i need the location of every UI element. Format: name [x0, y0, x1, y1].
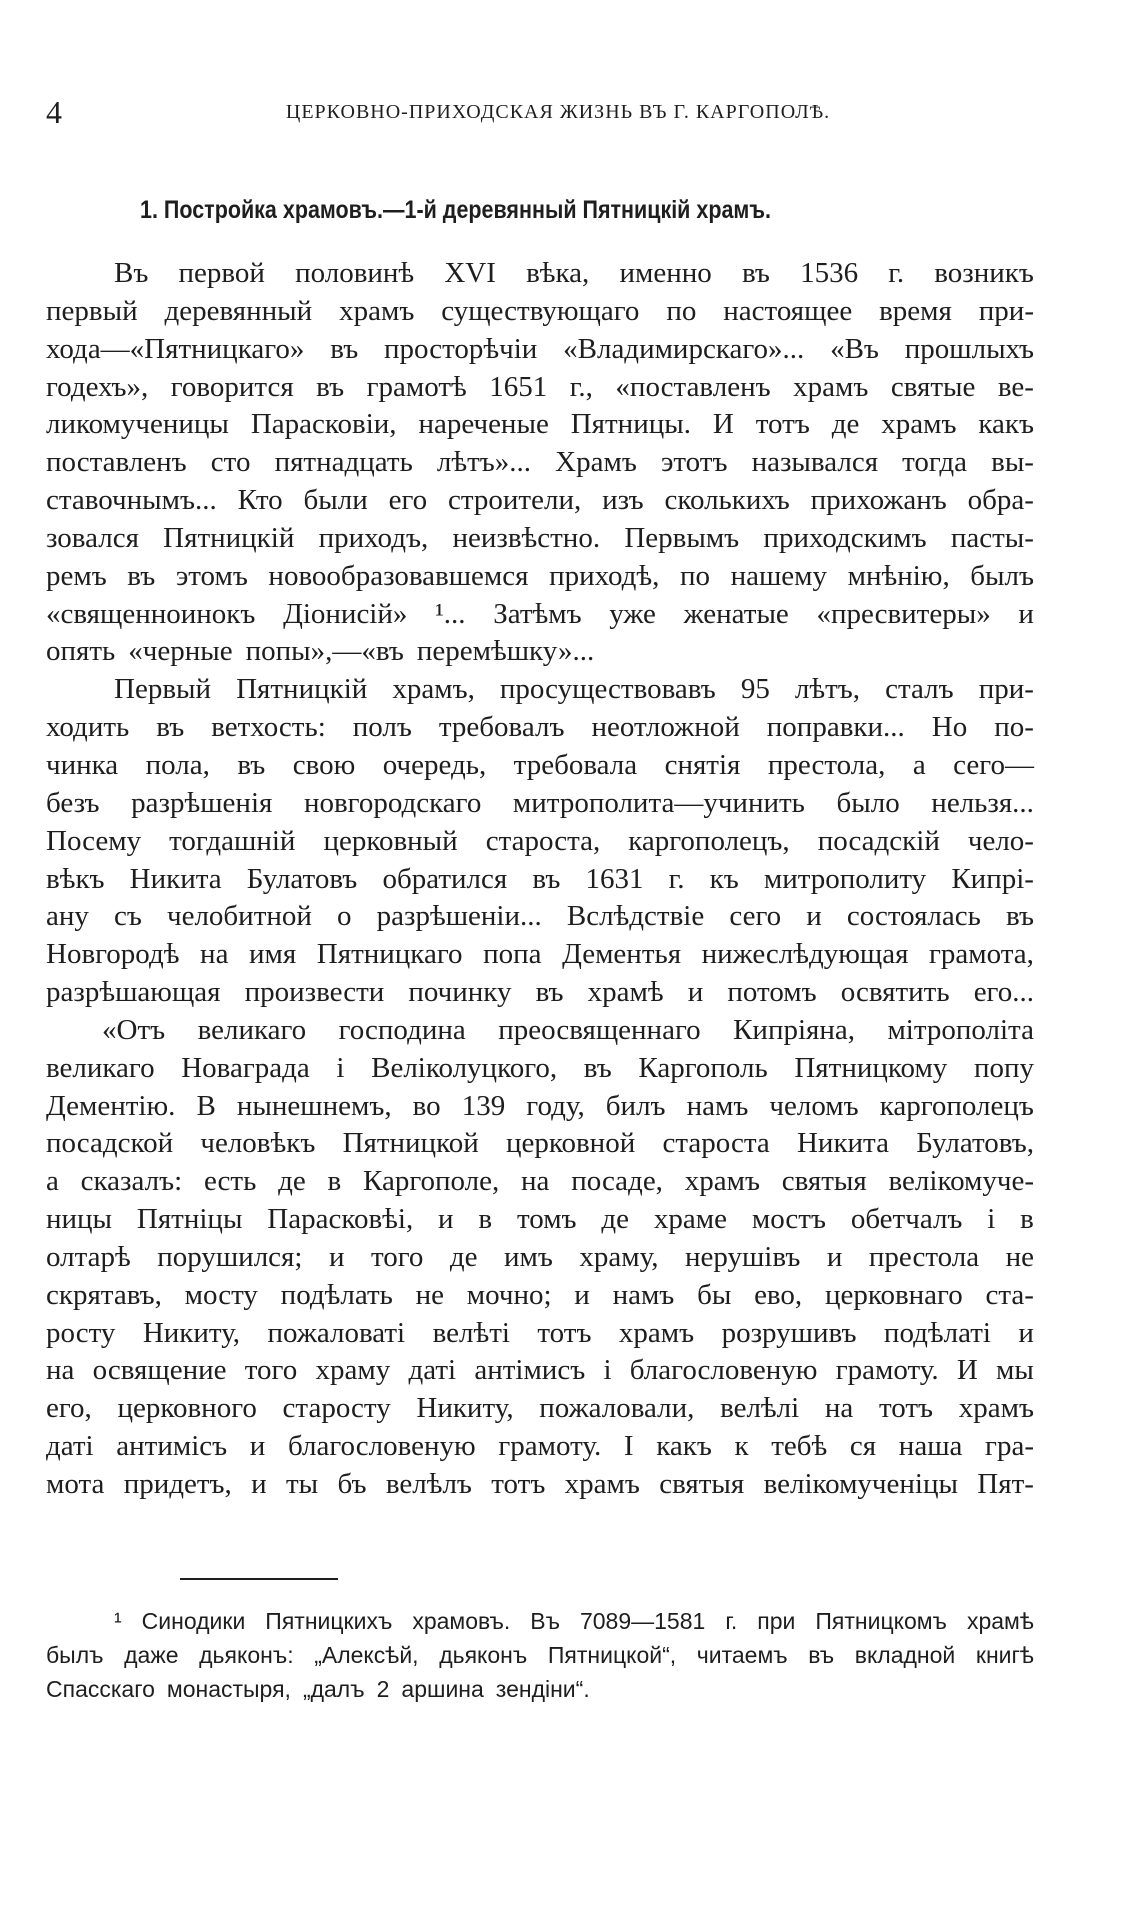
text-line-32: даті антимісъ и благословеную грамоту. І какъ к тебѣ ся наша гра- — [46, 1430, 1034, 1463]
text-line-33: мота придетъ, и ты бъ велѣлъ тотъ храмъ святыя велікомученіцы Пят- — [46, 1468, 1034, 1500]
text-line-16: Посему тогдашній церковный староста, каргополецъ, посадскій чело- — [46, 824, 1034, 857]
text-line-22: великаго Новаграда і Веліколуцкого, въ Каргополь Пятницкому попу — [46, 1051, 1034, 1084]
text-line-6: поставленъ сто пятнадцать лѣтъ»... Храмъ этотъ назывался тогда вы- — [46, 446, 1034, 479]
text-line-4: годехъ», говорится въ грамотѣ 1651 г., «поставленъ храмъ святые ве- — [46, 370, 1034, 403]
text-line-21: «Отъ великаго господина преосвященнаго Кипріяна, мітрополіта — [102, 1013, 1034, 1046]
text-line-11: опять «черные попы»,—«въ перемѣшку»... — [46, 635, 595, 668]
text-line-13: ходить въ ветхость: полъ требовалъ неотложной поправки... Но по- — [46, 711, 1034, 744]
text-line-19: Новгородѣ на имя Пятницкаго попа Дементья нижеслѣдующая грамота, — [46, 938, 1034, 971]
text-line-31: его, церковного старосту Никиту, пожаловали, велѣлі на тотъ храмъ — [46, 1392, 1034, 1425]
text-line-26: ницы Пятніцы Парасковѣі, и в томъ де храме мостъ обетчалъ і в — [46, 1203, 1034, 1236]
text-line-5: ликомученицы Парасковіи, нареченые Пятницы. И тотъ де храмъ какъ — [46, 408, 1034, 441]
text-line-29: росту Никиту, пожаловаті велѣті тотъ храмъ розрушивъ подѣлаті и — [46, 1316, 1034, 1349]
text-line-7: ставочнымъ... Кто были его строители, изъ сколькихъ прихожанъ обра- — [46, 484, 1034, 517]
text-line-3: хода—«Пятницкаго» въ просторѣчіи «Владимирскаго»... «Въ прошлыхъ — [46, 332, 1034, 365]
text-line-10: «священноинокъ Діонисій» ¹... Затѣмъ уже женатые «пресвитеры» и — [46, 597, 1034, 630]
text-line-14: чинка пола, въ свою очередь, требовала снятія престола, а сего— — [46, 748, 1034, 781]
page-header — [46, 92, 1040, 132]
text-line-27: олтарѣ порушился; и того де имъ храму, нерушівъ и престола не — [46, 1240, 1034, 1273]
text-line-25: а сказалъ: есть де в Каргополе, на посаде, храмъ святыя велікомуче- — [46, 1165, 1034, 1198]
text-line-23: Дементію. В нынешнемъ, во 139 году, билъ намъ челомъ каргополецъ — [46, 1089, 1034, 1122]
text-line-15: безъ разрѣшенія новгородскаго митрополита—учинить было нельзя... — [46, 786, 1034, 819]
text-line-2: первый деревянный храмъ существующаго по настоящее время при- — [46, 294, 1034, 327]
footnote-line-3: Спасскаго монастыря, „далъ 2 аршина зендіни“. — [46, 1676, 590, 1702]
page-number: 4 — [46, 94, 62, 130]
footnote-line-1: ¹ Синодики Пятницкихъ храмовъ. Въ 7089—1581 г. при Пятницкомъ храмѣ — [46, 1604, 1034, 1638]
text-line-24: посадской человѣкъ Пятницкой церковной староста Никита Булатовъ, — [46, 1127, 1034, 1160]
text-line-8: зовался Пятницкій приходъ, неизвѣстно. Первымъ приходскимъ пасты- — [46, 521, 1034, 554]
text-line-1: Въ первой половинѣ XVI вѣка, именно въ 1536 г. возникъ — [114, 257, 1034, 289]
text-line-12: Первый Пятницкій храмъ, просуществовавъ 95 лѣтъ, сталъ при- — [114, 673, 1034, 706]
text-line-9: ремъ въ этомъ новообразовавшемся приходѣ, по нашему мнѣнію, былъ — [46, 559, 1034, 592]
section-title: 1. Постройка храмовъ.—1-й деревянный Пятницкій храмъ. — [140, 196, 771, 224]
running-title: ЦЕРКОВНО-ПРИХОДСКАЯ ЖИЗНЬ ВЪ Г. КАРГОПОЛѢ. — [285, 101, 831, 123]
text-line-28: скрятавъ, мосту подѣлать не мочно; и намъ бы ево, церковнаго ста- — [46, 1278, 1034, 1311]
footnote-marker: ¹ — [114, 1608, 122, 1634]
footnote-rule — [180, 1578, 338, 1580]
footnote-line-2: былъ даже дьяконъ: „Алексѣй, дьяконъ Пятницкой“, читаемъ въ вкладной книгѣ — [46, 1642, 1034, 1668]
text-line-30: на освящение того храму даті антімисъ і благословеную грамоту. И мы — [46, 1354, 1034, 1387]
text-line-17: вѣкъ Никита Булатовъ обратился въ 1631 г. къ митрополиту Кипрі- — [46, 862, 1034, 895]
footnote — [46, 1604, 1034, 1706]
body-text — [46, 255, 1034, 1504]
text-line-18: ану съ челобитной о разрѣшеніи... Вслѣдствіе сего и состоялась въ — [46, 900, 1034, 933]
text-line-20: разрѣшающая произвести починку въ храмѣ и потомъ освятить его... — [46, 976, 1034, 1009]
